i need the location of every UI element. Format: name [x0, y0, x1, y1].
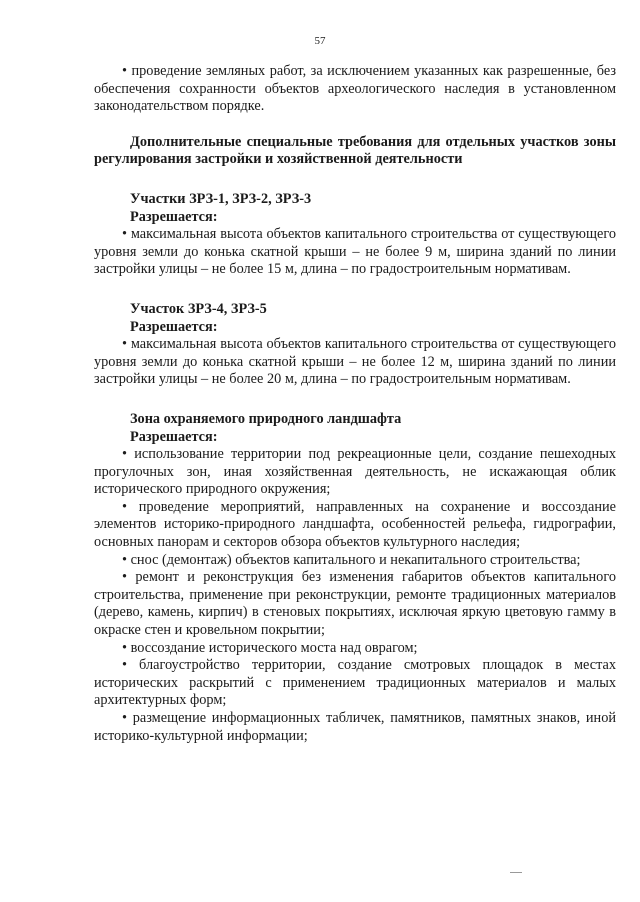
block1-title: Участки ЗРЗ-1, ЗРЗ-2, ЗРЗ-3 [130, 190, 312, 207]
block3-item: • воссоздание исторического моста над оврагом; [122, 639, 418, 656]
block2-title: Участок ЗРЗ-4, ЗРЗ-5 [130, 300, 267, 317]
block3-item: • проведение мероприятий, направленных на сохранение и воссоздание элементов историко-природного ландшафта, особенностей рельефа, гидрографии, основных панорам и секторов обзора объектов культурного наследия; [94, 498, 616, 551]
block3-title: Зона охраняемого природного ландшафта [130, 410, 402, 427]
block1-allowed-label: Разрешается: [130, 208, 218, 225]
block2-allowed-label: Разрешается: [130, 318, 218, 335]
section-title: Дополнительные специальные требования для отдельных участков зоны регулирования застройки и хозяйственной деятельности [94, 133, 616, 168]
block3-item: • снос (демонтаж) объектов капитального и некапитального строительства; [122, 551, 581, 568]
scan-mark [510, 872, 522, 873]
block3-item: • использование территории под рекреационные цели, создание пешеходных прогулочных зон, иная хозяйственная деятельность, не искажающая облик исторического природного окружения; [94, 446, 616, 498]
block3-allowed-label: Разрешается: [130, 428, 218, 445]
block3-item: • размещение информационных табличек, памятников, памятных знаков, иной историко-культурной информации; [94, 710, 616, 744]
page-content [94, 63, 616, 745]
block2-item: • максимальная высота объектов капитального строительства от существующего уровня земли до конька скатной крыши – не более 12 м, ширина зданий по линии застройки улицы – не более 20 м, длина – по градостроительным нормативам. [94, 336, 616, 388]
page-number: 57 [314, 35, 326, 47]
spacer [94, 116, 616, 134]
spacer [94, 389, 616, 411]
spacer [94, 279, 616, 301]
spacer [94, 169, 616, 191]
block3-item: • благоустройство территории, создание смотровых площадок в местах исторических раскрытий с применением традиционных материалов и малых архитектурных форм; [94, 657, 616, 709]
block3-item: • ремонт и реконструкция без изменения габаритов объектов капитального строительства, применение при реконструкции, ремонте традиционных материалов (дерево, камень, кирпич) в стеновых покрытиях, исключая яркую цветовую гамму в окраске стен и кровельном покрытии; [94, 569, 616, 639]
intro-paragraph: • проведение земляных работ, за исключением указанных как разрешенные, без обеспечения сохранности объектов археологического наследия в установленном законодательством порядке. [94, 63, 616, 115]
block1-item: • максимальная высота объектов капитального строительства от существующего уровня земли до конька скатной крыши – не более 9 м, ширина зданий по линии застройки улицы – не более 15 м, длина – по градостроительным нормативам. [94, 226, 616, 278]
